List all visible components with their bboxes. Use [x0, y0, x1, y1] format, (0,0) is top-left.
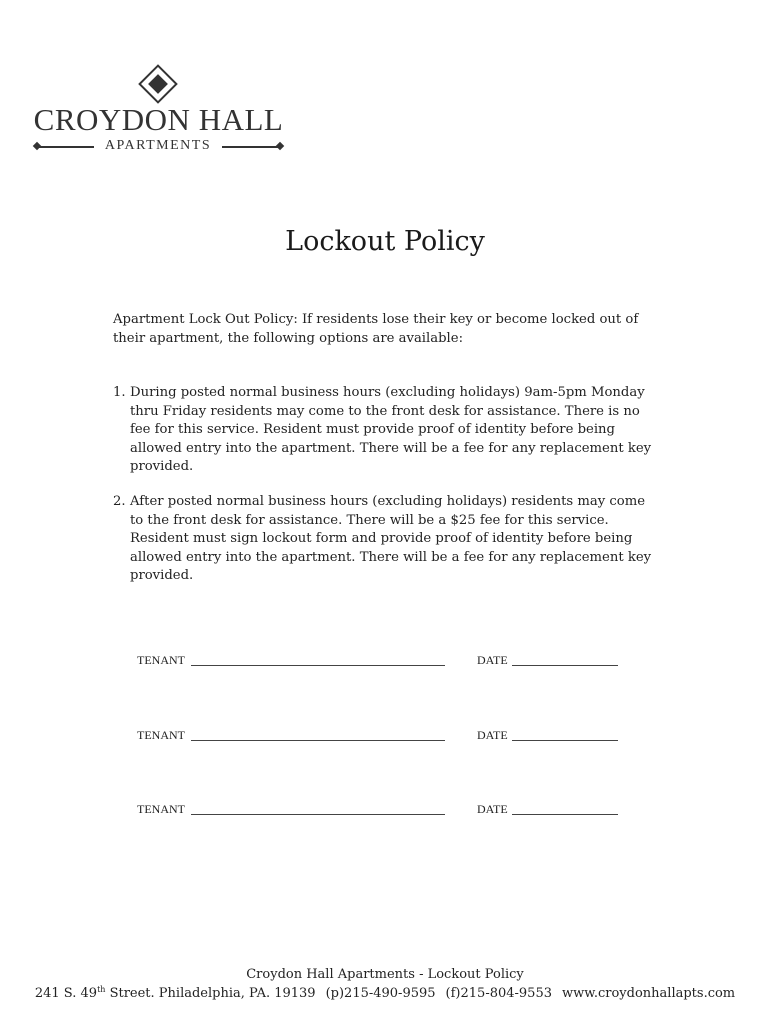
footer-fax: (f)215-804-9553: [445, 986, 552, 1001]
date-line[interactable]: [512, 814, 618, 815]
tenant-signature-line[interactable]: [191, 665, 445, 666]
tenant-signature-line[interactable]: [191, 740, 445, 741]
date-line[interactable]: [512, 665, 618, 666]
logo-subtitle-row: [26, 138, 291, 156]
diamond-logo-icon: [138, 64, 178, 104]
tenant-label: TENANT: [137, 802, 185, 816]
policy-item-text: After posted normal business hours (excluding holidays) residents may come to the front desk for assistance. There will be a $25 fee for this service. Resident must sign lockout form and provide proof of identity before being allowed entry into the apartment. There will be a fee for any replacement key provided.: [130, 494, 652, 583]
date-label: DATE: [477, 728, 508, 742]
tenant-label: TENANT: [137, 653, 185, 667]
intro-paragraph: Apartment Lock Out Policy: If residents lose their key or become locked out of their apartment, the following options are available:: [113, 312, 639, 346]
logo-brand: CROYDON HALL: [33, 102, 284, 137]
logo: [26, 62, 291, 158]
footer-address-sup: th: [97, 985, 106, 994]
footer-address-start: 241 S. 49: [34, 986, 98, 1001]
policy-item-number: 1.: [113, 385, 126, 400]
footer-title: Croydon Hall Apartments - Lockout Policy: [246, 967, 524, 982]
date-line[interactable]: [512, 740, 618, 741]
footer-phone: (p)215-490-9595: [325, 986, 436, 1001]
ornament-dot-right-icon: [276, 142, 284, 150]
page-title: Lockout Policy: [285, 226, 485, 257]
footer-contact: [0, 985, 770, 1001]
ornament-line-right: [222, 146, 278, 148]
date-label: DATE: [477, 653, 508, 667]
policy-item-number: 2.: [113, 494, 126, 509]
tenant-signature-line[interactable]: [191, 814, 445, 815]
footer-website: www.croydonhallapts.com: [562, 986, 736, 1001]
tenant-label: TENANT: [137, 728, 185, 742]
ornament-line-left: [38, 146, 94, 148]
footer-address-end: Street. Philadelphia, PA. 19139: [105, 986, 316, 1001]
date-label: DATE: [477, 802, 508, 816]
policy-item-text: During posted normal business hours (excluding holidays) 9am-5pm Monday thru Friday residents may come to the front desk for assistance. There is no fee for this service. Resident must provide proof of identity before being allowed entry into the apartment. There will be a fee for any replacement key provided.: [130, 385, 652, 474]
logo-subtitle: APARTMENTS: [104, 138, 212, 153]
